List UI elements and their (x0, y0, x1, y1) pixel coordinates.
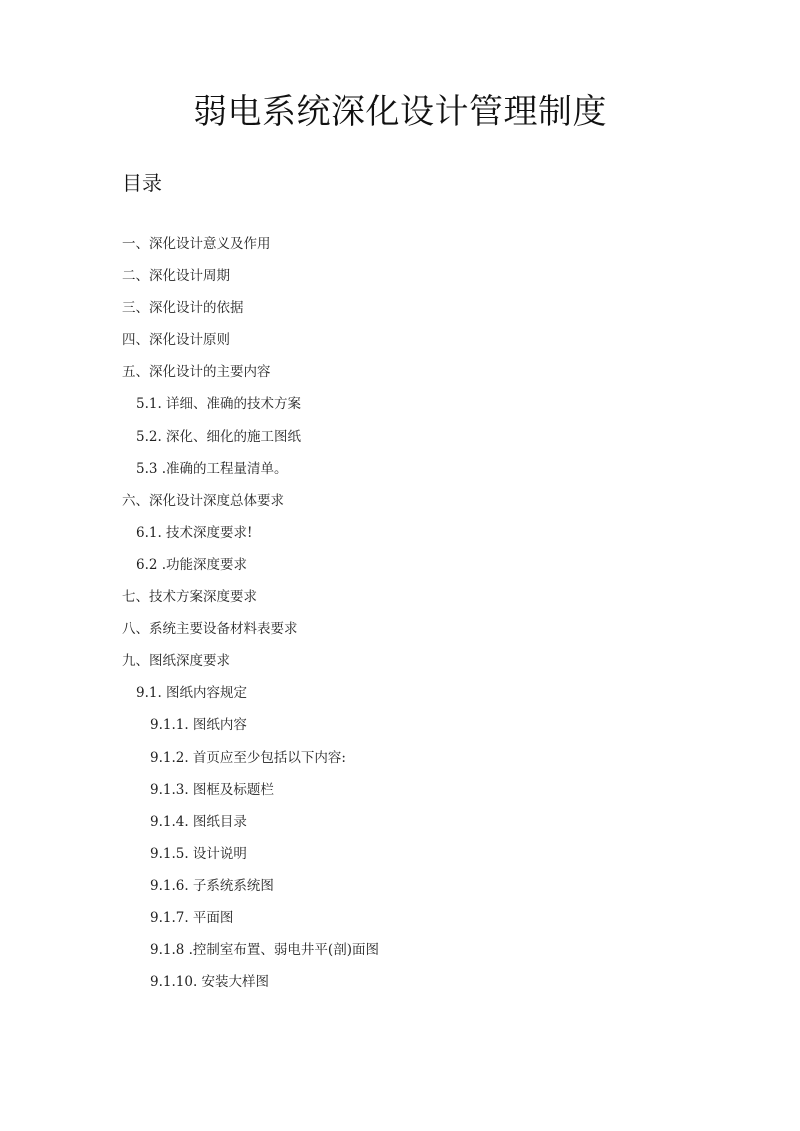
toc-entry[interactable]: 9.1.7. 平面图 (150, 909, 234, 926)
toc-entry[interactable]: 9.1.8 .控制室布置、弱电井平(剖)面图 (150, 942, 379, 959)
toc-entry[interactable]: 四、深化设计原则 (122, 332, 230, 349)
toc-entry[interactable]: 5.2. 深化、细化的施工图纸 (136, 428, 302, 445)
toc-entry[interactable]: 6.1. 技术深度要求! (136, 524, 253, 541)
toc-entry[interactable]: 六、深化设计深度总体要求 (122, 492, 284, 509)
table-of-contents (0, 228, 800, 998)
toc-entry[interactable]: 5.1. 详细、准确的技术方案 (136, 396, 302, 413)
toc-entry[interactable]: 9.1.2. 首页应至少包括以下内容: (150, 749, 346, 766)
toc-heading: 目录 (122, 171, 162, 195)
toc-entry[interactable]: 二、深化设计周期 (122, 268, 230, 285)
toc-entry[interactable]: 9.1.5. 设计说明 (150, 845, 247, 862)
toc-entry[interactable]: 九、图纸深度要求 (122, 653, 230, 670)
toc-entry[interactable]: 9.1.6. 子系统系统图 (150, 877, 274, 894)
toc-entry[interactable]: 9.1.10. 安装大样图 (150, 974, 270, 991)
toc-entry[interactable]: 9.1.3. 图框及标题栏 (150, 781, 274, 798)
toc-entry[interactable]: 七、技术方案深度要求 (122, 589, 257, 606)
toc-entry[interactable]: 9.1. 图纸内容规定 (136, 685, 248, 702)
toc-entry[interactable]: 6.2 .功能深度要求 (136, 556, 248, 573)
toc-entry[interactable]: 9.1.4. 图纸目录 (150, 813, 247, 830)
toc-entry[interactable]: 三、深化设计的依据 (122, 300, 244, 317)
document-title: 弱电系统深化设计管理制度 (193, 92, 607, 132)
toc-entry[interactable]: 五、深化设计的主要内容 (122, 364, 271, 381)
toc-entry[interactable]: 八、系统主要设备材料表要求 (122, 621, 298, 638)
toc-entry[interactable]: 5.3 .准确的工程量清单。 (136, 460, 288, 477)
toc-entry[interactable]: 一、深化设计意义及作用 (122, 236, 271, 252)
toc-entry[interactable]: 9.1.1. 图纸内容 (150, 717, 247, 734)
